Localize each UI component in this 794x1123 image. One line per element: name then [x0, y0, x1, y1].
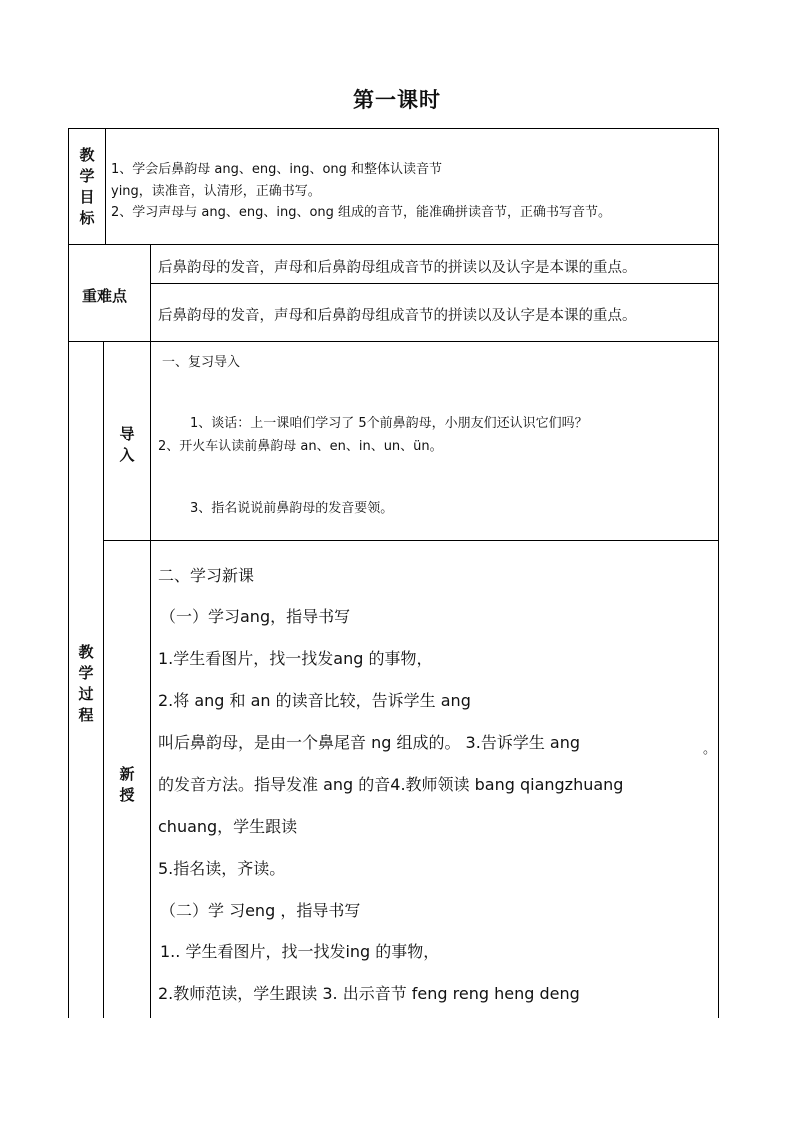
- table-border-top: [68, 128, 718, 129]
- objective-line-3: 2、学习声母与 ang、eng、ing、ong 组成的音节，能准确拼读音节，正确书写音节。: [111, 205, 612, 220]
- new-lesson-line-2: （一）学习ang，指导书写: [160, 607, 351, 626]
- new-lesson-line-1: 二、学习新课: [158, 566, 255, 585]
- objective-line-2: ying，读准音，认清形，正确书写。: [111, 184, 321, 199]
- stray-period-mark: 。: [703, 742, 717, 757]
- objective-line-1: 1、学会后鼻韵母 ang、eng、ing、ong 和整体认读音节: [111, 162, 443, 177]
- new-lesson-line-7: chuang，学生跟读: [158, 817, 298, 836]
- intro-item-2: 2、开火车认读前鼻韵母 an、en、in、un、ün。: [158, 439, 443, 454]
- intro-label: 导 入: [119, 425, 135, 464]
- new-lesson-line-8: 5.指名读，齐读。: [158, 859, 286, 878]
- new-lesson-line-3: 1.学生看图片，找一找发ang 的事物，: [158, 649, 433, 668]
- new-lesson-line-4: 2.将 ang 和 an 的读音比较，告诉学生 ang: [158, 691, 471, 710]
- intro-item-3: 3、指名说说前鼻韵母的发音要领。: [190, 501, 394, 516]
- row-divider-3: [68, 341, 718, 342]
- process-label: 教 学 过 程: [78, 643, 94, 724]
- new-lesson-line-6: 的发音方法。指导发准 ang 的音4.教师领读 bang qiangzhuang: [158, 775, 624, 794]
- page-title: 第一课时: [353, 88, 441, 112]
- new-lesson-label: 新 授: [119, 765, 135, 804]
- row-divider-2: [150, 283, 718, 284]
- new-lesson-line-11: 2.教师范读，学生跟读 3. 出示音节 feng reng heng deng: [158, 984, 580, 1003]
- divider-keypoints-label: [150, 244, 151, 341]
- divider-objectives-label: [105, 128, 106, 244]
- keypoints-label: 重难点: [82, 287, 128, 305]
- divider-process-inner: [150, 341, 151, 1018]
- objectives-label: 教 学 目 标: [79, 146, 95, 227]
- intro-item-1: 1、谈话：上一课咱们学习了 5个前鼻韵母，小朋友们还认识它们吗？: [190, 416, 588, 431]
- new-lesson-line-5: 叫后鼻韵母，是由一个鼻尾音 ng 组成的。 3.告诉学生 ang: [158, 733, 581, 752]
- divider-process-outer: [103, 341, 104, 1018]
- new-lesson-line-10: 1.. 学生看图片，找一找发ing 的事物，: [160, 942, 440, 961]
- intro-heading: 一、复习导入: [162, 355, 241, 370]
- table-border-right: [718, 128, 719, 1018]
- keypoint-row-1: 后鼻韵母的发音，声母和后鼻韵母组成音节的拼读以及认字是本课的重点。: [158, 260, 637, 276]
- keypoint-row-2: 后鼻韵母的发音，声母和后鼻韵母组成音节的拼读以及认字是本课的重点。: [158, 308, 637, 324]
- row-divider-1: [68, 244, 718, 245]
- new-lesson-line-9: （二）学 习eng ，指导书写: [160, 901, 361, 920]
- row-divider-4: [103, 540, 718, 541]
- table-border-left: [68, 128, 69, 1018]
